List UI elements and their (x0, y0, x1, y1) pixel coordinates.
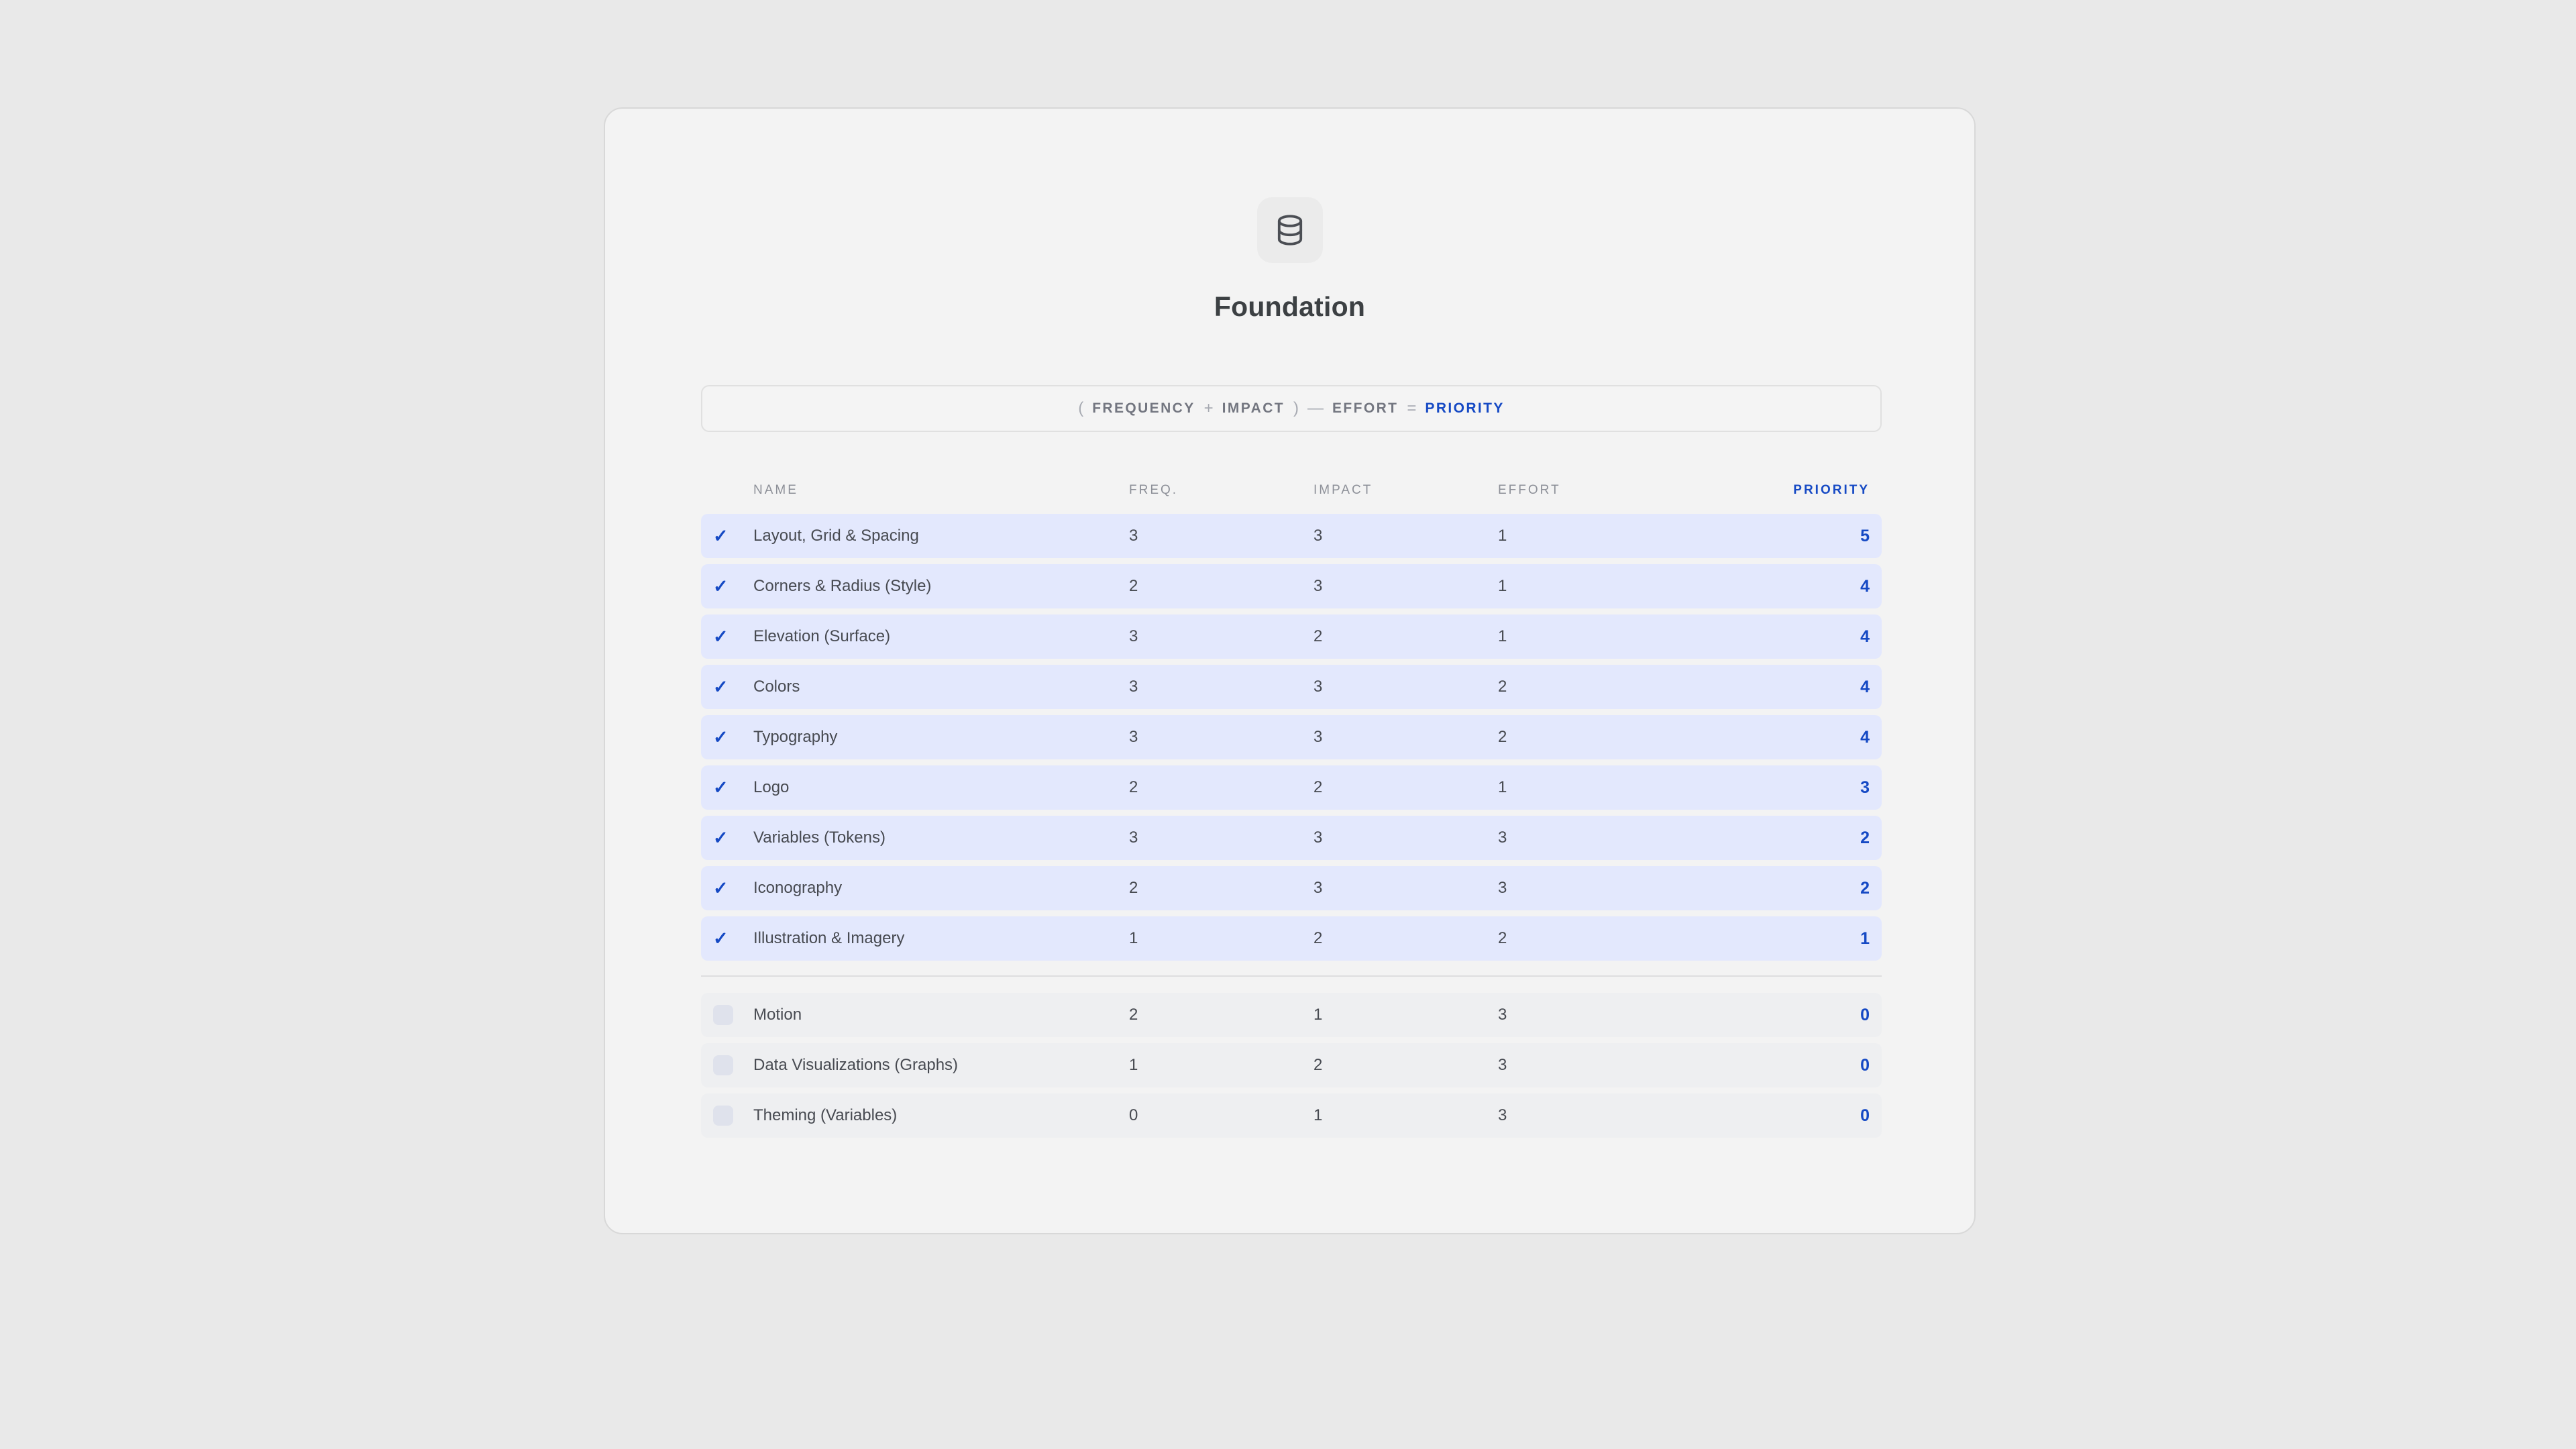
cell-name: Variables (Tokens) (753, 828, 885, 847)
formula-open-paren: ( (1078, 399, 1084, 417)
table-row[interactable] (701, 916, 1882, 961)
table-row[interactable] (701, 866, 1882, 910)
checkmark-icon[interactable]: ✓ (713, 827, 729, 848)
checkmark-icon[interactable]: ✓ (713, 576, 729, 596)
cell-freq: 2 (1129, 577, 1138, 595)
formula-close-paren: ) (1293, 399, 1299, 417)
checkbox-unchecked[interactable] (713, 1055, 733, 1075)
cell-name: Theming (Variables) (753, 1106, 898, 1124)
table-row[interactable] (701, 715, 1882, 759)
checkmark-icon[interactable]: ✓ (713, 525, 729, 546)
cell-impact: 2 (1313, 778, 1323, 796)
table-row[interactable] (701, 665, 1882, 709)
cell-name: Motion (753, 1006, 802, 1024)
cell-priority: 1 (1860, 928, 1870, 948)
priority-table (701, 471, 1882, 1144)
checkmark-icon[interactable]: ✓ (713, 877, 729, 898)
cell-freq: 3 (1129, 678, 1138, 696)
checked-rows-group (701, 514, 1882, 961)
cell-effort: 1 (1498, 627, 1507, 645)
cell-priority: 2 (1860, 878, 1870, 898)
cell-effort: 1 (1498, 778, 1507, 796)
formula-minus-operator: — (1307, 399, 1324, 417)
cell-effort: 3 (1498, 1106, 1507, 1124)
cell-name: Illustration & Imagery (753, 929, 905, 947)
cell-name: Logo (753, 778, 790, 796)
table-row[interactable] (701, 1093, 1882, 1138)
cell-effort: 1 (1498, 527, 1507, 545)
card-header (605, 109, 1974, 323)
cell-freq: 1 (1129, 1056, 1138, 1074)
cell-freq: 2 (1129, 879, 1138, 897)
cell-priority: 4 (1860, 677, 1870, 696)
cell-freq: 3 (1129, 627, 1138, 645)
th-name[interactable]: NAME (753, 483, 798, 497)
cell-impact: 1 (1313, 1106, 1323, 1124)
cell-priority: 0 (1860, 1055, 1870, 1075)
cell-priority: 3 (1860, 777, 1870, 797)
cell-effort: 1 (1498, 577, 1507, 595)
cell-impact: 3 (1313, 678, 1323, 696)
checkmark-icon[interactable]: ✓ (713, 777, 729, 798)
table-row[interactable] (701, 614, 1882, 659)
cell-effort: 3 (1498, 1006, 1507, 1024)
formula-term-effort: EFFORT (1332, 400, 1399, 416)
cell-impact: 2 (1313, 627, 1323, 645)
cell-impact: 2 (1313, 1056, 1323, 1074)
cell-freq: 3 (1129, 828, 1138, 847)
cell-effort: 3 (1498, 879, 1507, 897)
checkmark-icon[interactable]: ✓ (713, 928, 729, 949)
cell-priority: 2 (1860, 828, 1870, 847)
cell-freq: 2 (1129, 1006, 1138, 1024)
cell-priority: 0 (1860, 1106, 1870, 1125)
cell-name: Iconography (753, 879, 843, 897)
cell-effort: 3 (1498, 828, 1507, 847)
checkmark-icon[interactable]: ✓ (713, 676, 729, 697)
page-title: Foundation (1214, 291, 1366, 322)
checkbox-unchecked[interactable] (713, 1106, 733, 1126)
foundation-card (604, 107, 1976, 1234)
cell-priority: 4 (1860, 627, 1870, 646)
cell-priority: 4 (1860, 727, 1870, 747)
cell-freq: 1 (1129, 929, 1138, 947)
formula-term-impact: IMPACT (1222, 400, 1285, 416)
formula-plus-operator: + (1203, 399, 1214, 417)
cell-effort: 2 (1498, 678, 1507, 696)
formula-term-priority: PRIORITY (1425, 400, 1505, 416)
cell-name: Corners & Radius (Style) (753, 577, 932, 595)
cell-priority: 4 (1860, 576, 1870, 596)
cell-name: Data Visualizations (Graphs) (753, 1056, 959, 1074)
cell-impact: 3 (1313, 527, 1323, 545)
formula-bar (701, 385, 1882, 432)
table-row[interactable] (701, 993, 1882, 1037)
cell-name: Elevation (Surface) (753, 627, 891, 645)
cell-freq: 3 (1129, 527, 1138, 545)
section-divider (701, 975, 1882, 977)
cell-impact: 3 (1313, 728, 1323, 746)
cell-effort: 2 (1498, 929, 1507, 947)
cell-name: Layout, Grid & Spacing (753, 527, 919, 545)
cell-effort: 3 (1498, 1056, 1507, 1074)
table-row[interactable] (701, 514, 1882, 558)
cell-impact: 2 (1313, 929, 1323, 947)
checkmark-icon[interactable]: ✓ (713, 727, 729, 747)
cell-name: Typography (753, 728, 838, 746)
th-impact[interactable]: IMPACT (1313, 483, 1373, 497)
table-row[interactable] (701, 816, 1882, 860)
cell-name: Colors (753, 678, 800, 696)
th-freq[interactable]: FREQ. (1129, 483, 1179, 497)
cell-freq: 3 (1129, 728, 1138, 746)
table-row[interactable] (701, 1043, 1882, 1087)
cell-freq: 0 (1129, 1106, 1138, 1124)
table-row[interactable] (701, 765, 1882, 810)
checkmark-icon[interactable]: ✓ (713, 626, 729, 647)
cell-impact: 3 (1313, 577, 1323, 595)
cell-impact: 1 (1313, 1006, 1323, 1024)
th-effort[interactable]: EFFORT (1498, 483, 1561, 497)
th-priority[interactable]: PRIORITY (1793, 483, 1870, 497)
cell-effort: 2 (1498, 728, 1507, 746)
database-icon (1257, 197, 1323, 263)
formula-term-frequency: FREQUENCY (1092, 400, 1195, 416)
formula-equals-operator: = (1407, 399, 1417, 417)
cell-impact: 3 (1313, 828, 1323, 847)
cell-priority: 0 (1860, 1005, 1870, 1024)
table-header-row (701, 471, 1882, 510)
cell-impact: 3 (1313, 879, 1323, 897)
unchecked-rows-group (701, 993, 1882, 1138)
priority-formula (1078, 399, 1505, 418)
cell-freq: 2 (1129, 778, 1138, 796)
checkbox-unchecked[interactable] (713, 1005, 733, 1025)
table-row[interactable] (701, 564, 1882, 608)
cell-priority: 5 (1860, 526, 1870, 545)
